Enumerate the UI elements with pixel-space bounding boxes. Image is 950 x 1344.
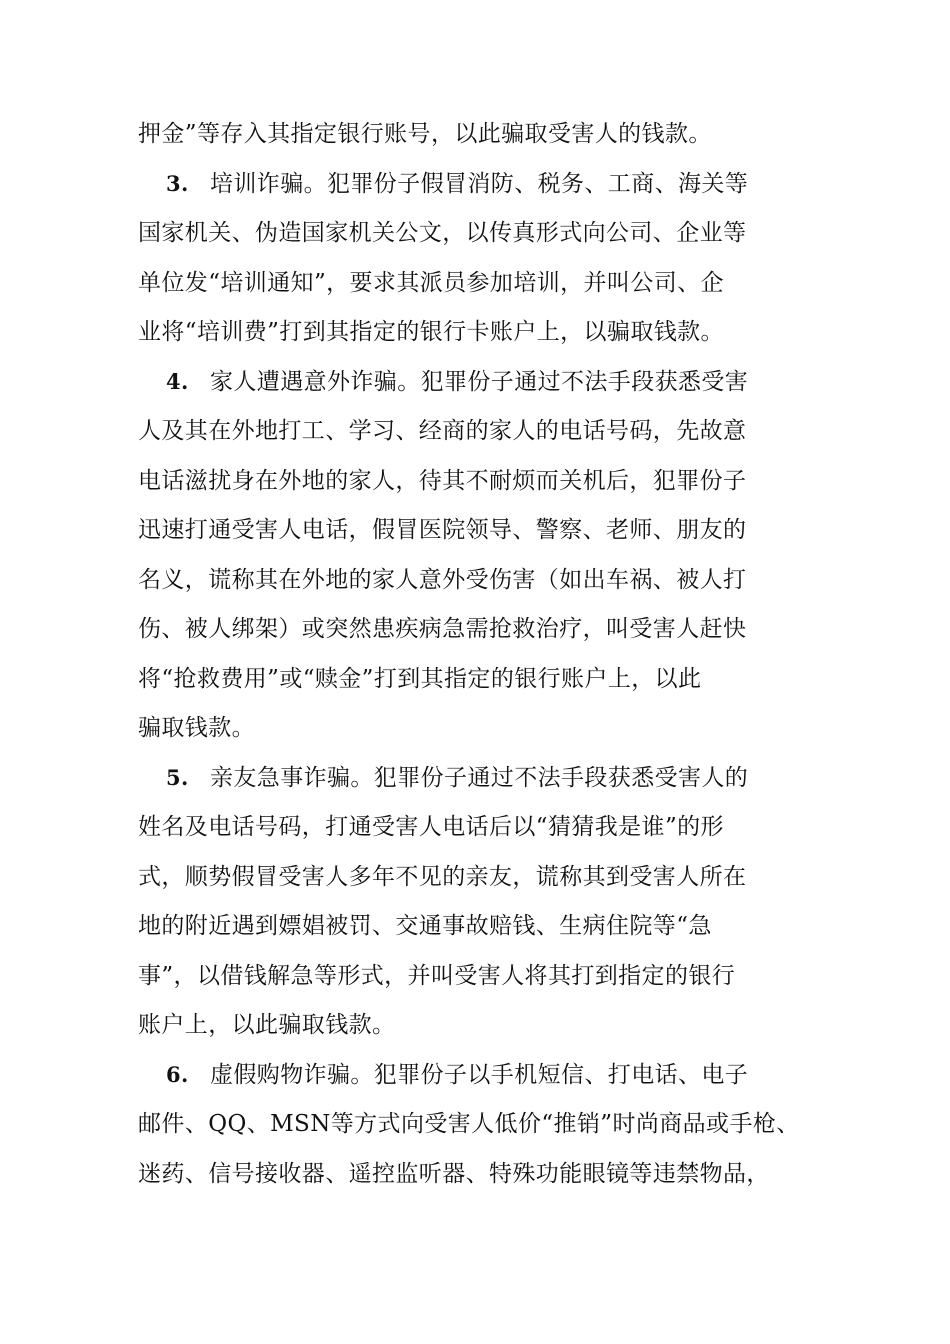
line-text: 将“抢救费用”或“赎金”打到其指定的银行账户上，以此	[138, 666, 702, 692]
line-text: 业将“培训费”打到其指定的银行卡账户上，以骗取钱款。	[138, 319, 724, 345]
item-number: 6.	[166, 1062, 189, 1087]
line-text: 邮件、QQ、MSN等方式向受害人低价“推销”时尚商品或手枪、	[138, 1111, 800, 1137]
line-text: 电话滋扰身在外地的家人，待其不耐烦而关机后，犯罪份子	[138, 468, 747, 494]
line-text: 地的附近遇到嫖娼被罚、交通事故赔钱、生病住院等“急	[138, 913, 712, 939]
line-text: 亲友急事诈骗。犯罪份子通过不法手段获悉受害人的	[210, 765, 749, 791]
text-line	[138, 1157, 848, 1191]
text-line	[138, 414, 848, 448]
line-text: 迷药、信号接收器、遥控监听器、特殊功能眼镜等违禁物品，	[138, 1161, 770, 1187]
text-line	[138, 216, 848, 250]
line-text: 式，顺势假冒受害人多年不见的亲友，谎称其到受害人所在	[138, 864, 747, 890]
list-item-4	[138, 365, 876, 399]
text-line	[138, 266, 848, 300]
line-text: 名义，谎称其在外地的家人意外受伤害（如出车祸、被人打	[138, 567, 747, 593]
text-line	[138, 117, 848, 151]
text-line	[138, 860, 848, 894]
line-text: 姓名及电话号码，打通受害人电话后以“猜猜我是谁”的形	[138, 814, 724, 840]
line-text: 事”，以借钱解急等形式，并叫受害人将其打到指定的银行	[138, 963, 736, 989]
line-text: 国家机关、伪造国家机关公文，以传真形式向公司、企业等	[138, 220, 747, 246]
text-line	[138, 711, 848, 745]
item-number: 4.	[166, 369, 189, 394]
text-line	[138, 1107, 848, 1141]
item-number: 3.	[166, 171, 189, 196]
text-line	[138, 662, 848, 696]
line-text: 虚假购物诈骗。犯罪份子以手机短信、打电话、电子	[210, 1062, 749, 1088]
text-line	[138, 909, 848, 943]
line-text: 人及其在外地打工、学习、经商的家人的电话号码，先故意	[138, 418, 747, 444]
line-text: 伤、被人绑架）或突然患疾病急需抢救治疗，叫受害人赶快	[138, 616, 747, 642]
text-line	[138, 1008, 848, 1042]
list-item-6	[138, 1058, 876, 1092]
text-line	[138, 464, 848, 498]
line-text: 迅速打通受害人电话，假冒医院领导、警察、老师、朋友的	[138, 517, 747, 543]
line-text: 骗取钱款。	[138, 715, 255, 741]
item-number: 5.	[166, 765, 189, 790]
line-text: 押金”等存入其指定银行账号，以此骗取受害人的钱款。	[138, 121, 712, 147]
text-line	[138, 810, 848, 844]
text-line	[138, 513, 848, 547]
line-text: 培训诈骗。犯罪份子假冒消防、税务、工商、海关等	[210, 171, 749, 197]
text-line	[138, 315, 848, 349]
line-text: 单位发“培训通知”，要求其派员参加培训，并叫公司、企	[138, 270, 724, 296]
line-text: 账户上，以此骗取钱款。	[138, 1012, 396, 1038]
text-line	[138, 612, 848, 646]
text-line	[138, 563, 848, 597]
list-item-3	[138, 167, 876, 201]
line-text: 家人遭遇意外诈骗。犯罪份子通过不法手段获悉受害	[210, 369, 749, 395]
text-line	[138, 959, 848, 993]
list-item-5	[138, 761, 876, 795]
